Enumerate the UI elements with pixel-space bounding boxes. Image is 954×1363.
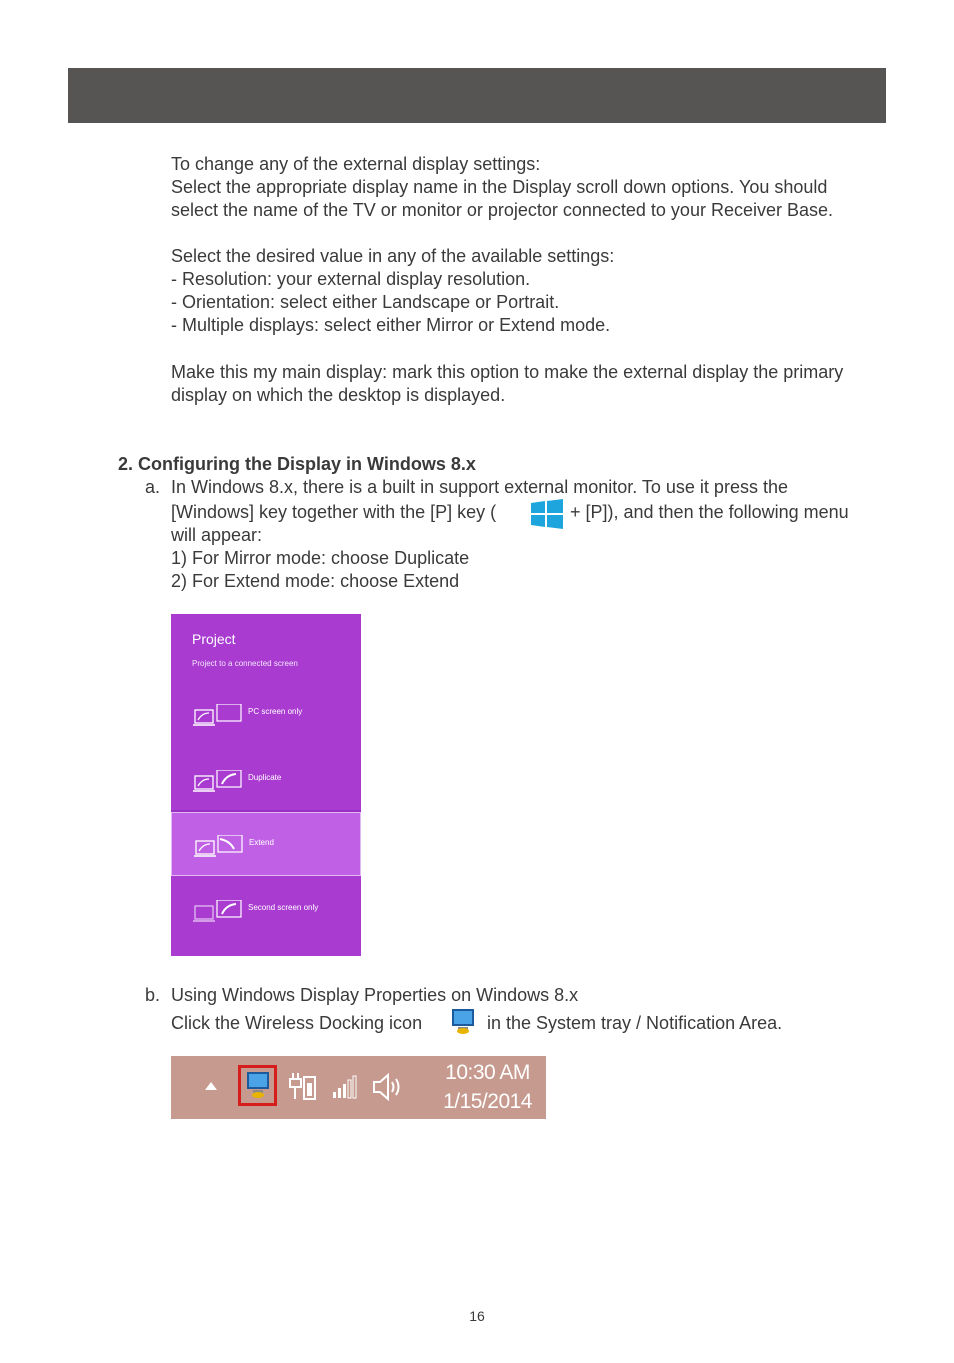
tray-icon-highlight <box>238 1065 277 1106</box>
tray-clock[interactable] <box>443 1058 532 1116</box>
section-heading: 2. Configuring the Display in Windows 8.x <box>118 454 476 474</box>
project-title: Project <box>192 631 236 647</box>
tray-time: 10:30 AM <box>445 1061 530 1084</box>
main-display-line-2: display on which the desktop is displayed. <box>171 385 506 405</box>
intro-line-1: To change any of the external display settings: <box>171 154 541 174</box>
item-b-line-2-post: in the System tray / Notification Area. <box>487 1013 783 1033</box>
extend-icon <box>194 835 244 861</box>
item-a-sub-2: 2) For Extend mode: choose Extend <box>171 571 460 591</box>
show-hidden-icons-arrow-icon[interactable] <box>204 1081 218 1091</box>
tray-date: 1/15/2014 <box>443 1090 532 1113</box>
item-b-line-1: Using Windows Display Properties on Windows 8.x <box>171 985 579 1005</box>
option-extend[interactable] <box>171 812 361 876</box>
windows-logo-icon <box>530 499 564 529</box>
signal-strength-icon[interactable] <box>331 1074 357 1100</box>
project-subtitle: Project to a connected screen <box>192 659 298 668</box>
item-a-line-3: will appear: <box>171 525 263 545</box>
volume-icon[interactable] <box>371 1072 405 1102</box>
second-screen-only-icon <box>193 900 243 926</box>
item-a-marker: a. <box>145 477 161 497</box>
option-label: Second screen only <box>248 903 319 912</box>
option-pc-screen-only[interactable] <box>171 682 361 746</box>
main-display-line-1: Make this my main display: mark this option to make the external display the primary <box>171 362 844 382</box>
duplicate-icon <box>193 770 243 796</box>
project-panel <box>171 614 361 956</box>
settings-line-3: - Orientation: select either Landscape or Portrait. <box>171 292 560 312</box>
settings-line-4: - Multiple displays: select either Mirror or Extend mode. <box>171 315 611 335</box>
settings-line-2: - Resolution: your external display resolution. <box>171 269 531 289</box>
item-a-sub-1: 1) For Mirror mode: choose Duplicate <box>171 548 470 568</box>
settings-line-1: Select the desired value in any of the available settings: <box>171 246 615 266</box>
page-number: 16 <box>469 1308 485 1324</box>
system-tray <box>171 1056 546 1119</box>
item-a-line-2-pre: [Windows] key together with the [P] key ( <box>171 502 497 522</box>
option-label: Extend <box>249 838 274 847</box>
item-a-line-2-post: + [P]), and then the following menu <box>570 502 849 522</box>
option-second-screen-only[interactable] <box>171 878 361 942</box>
intro-line-2: Select the appropriate display name in the Display scroll down options. You should <box>171 177 828 197</box>
option-label: Duplicate <box>248 773 282 782</box>
option-label: PC screen only <box>248 707 303 716</box>
power-battery-icon[interactable] <box>287 1071 319 1103</box>
intro-line-3: select the name of the TV or monitor or projector connected to your Receiver Base. <box>171 200 834 220</box>
pc-screen-only-icon <box>193 704 243 730</box>
item-a-line-1: In Windows 8.x, there is a built in support external monitor. To use it press the <box>171 477 788 497</box>
item-b-line-2-pre: Click the Wireless Docking icon <box>171 1013 423 1033</box>
option-duplicate[interactable] <box>171 748 361 812</box>
wireless-docking-icon <box>449 1007 477 1035</box>
header-bar <box>68 68 886 123</box>
item-b-marker: b. <box>145 985 161 1005</box>
